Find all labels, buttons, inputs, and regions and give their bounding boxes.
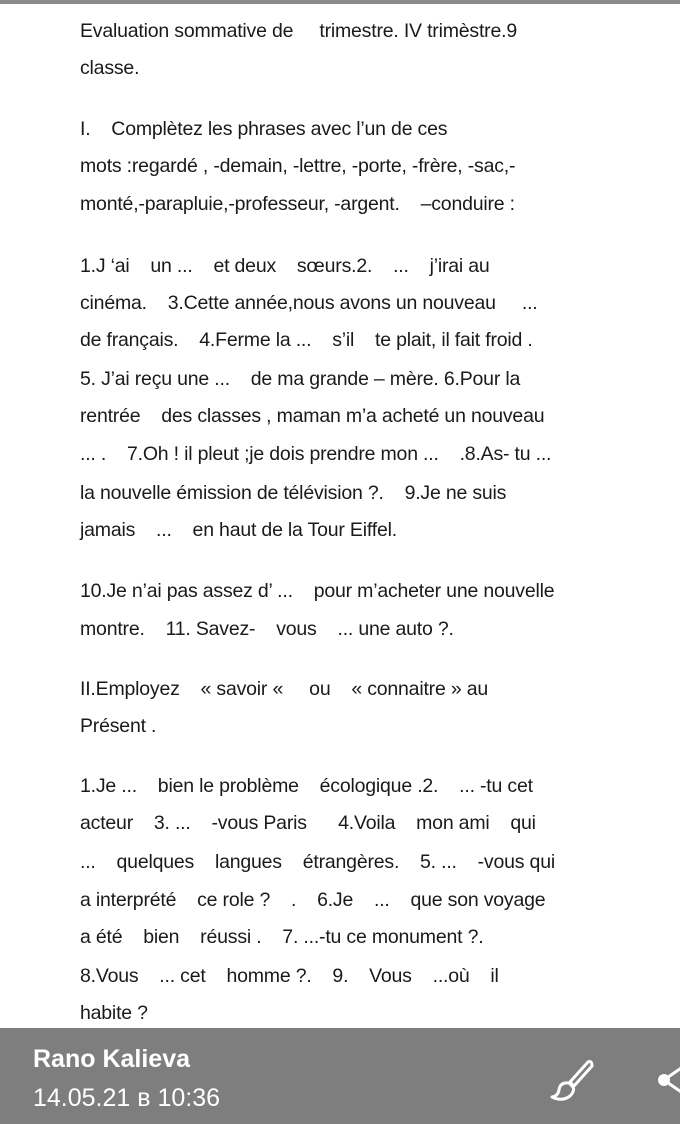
doc-line: 10.Je n’ai pas assez d’ ... pour m’acheter une nouvelle <box>80 580 555 602</box>
doc-line: monté,-parapluie,-professeur, -argent. –conduire : <box>80 193 515 215</box>
doc-line: 8.Vous ... cet homme ?. 9. Vous ...où il <box>80 965 499 987</box>
doc-line: la nouvelle émission de télévision ?. 9.Je ne suis <box>80 482 507 504</box>
message-info-bar <box>0 1028 680 1124</box>
doc-line: ... . 7.Oh ! il pleut ;je dois prendre mon ... .8.As- tu ... <box>80 443 552 465</box>
doc-line: montre. 11. Savez- vous ... une auto ?. <box>80 618 454 640</box>
doc-line: mots :regardé , -demain, -lettre, -porte, -frère, -sac,- <box>80 155 516 177</box>
doc-line: a interprété ce role ? . 6.Je ... que son voyage <box>80 889 546 911</box>
doc-line: 5. J’ai reçu une ... de ma grande – mère. 6.Pour la <box>80 368 521 390</box>
message-timestamp: 14.05.21 в 10:36 <box>33 1084 221 1112</box>
doc-line: acteur 3. ... -vous Paris 4.Voila mon ami qui <box>80 812 536 834</box>
doc-line: rentrée des classes , maman m’a acheté un nouveau <box>80 405 545 427</box>
share-icon[interactable] <box>650 1056 680 1104</box>
doc-line: Evaluation sommative de trimestre. IV trimèstre.9 <box>80 20 517 42</box>
doc-line: a été bien réussi . 7. ...-tu ce monument ?. <box>80 926 484 948</box>
doc-line: classe. <box>80 57 140 79</box>
doc-line: cinéma. 3.Cette année,nous avons un nouveau ... <box>80 292 538 314</box>
doc-line: de français. 4.Ferme la ... s’il te plait, il fait froid . <box>80 329 533 351</box>
sender-name: Rano Kalieva <box>33 1045 191 1073</box>
doc-line: I. Complètez les phrases avec l’un de ces <box>80 118 448 140</box>
doc-line: Présent . <box>80 715 157 737</box>
doc-line: 1.J ‘ai un ... et deux sœurs.2. ... j’irai au <box>80 255 490 277</box>
brush-icon[interactable] <box>548 1056 594 1102</box>
doc-line: jamais ... en haut de la Tour Eiffel. <box>80 519 397 541</box>
doc-line: 1.Je ... bien le problème écologique .2. ... -tu cet <box>80 775 533 797</box>
doc-line: ... quelques langues étrangères. 5. ... -vous qui <box>80 851 555 873</box>
doc-line: habite ? <box>80 1002 148 1024</box>
doc-line: II.Employez « savoir « ou « connaitre » au <box>80 678 488 700</box>
